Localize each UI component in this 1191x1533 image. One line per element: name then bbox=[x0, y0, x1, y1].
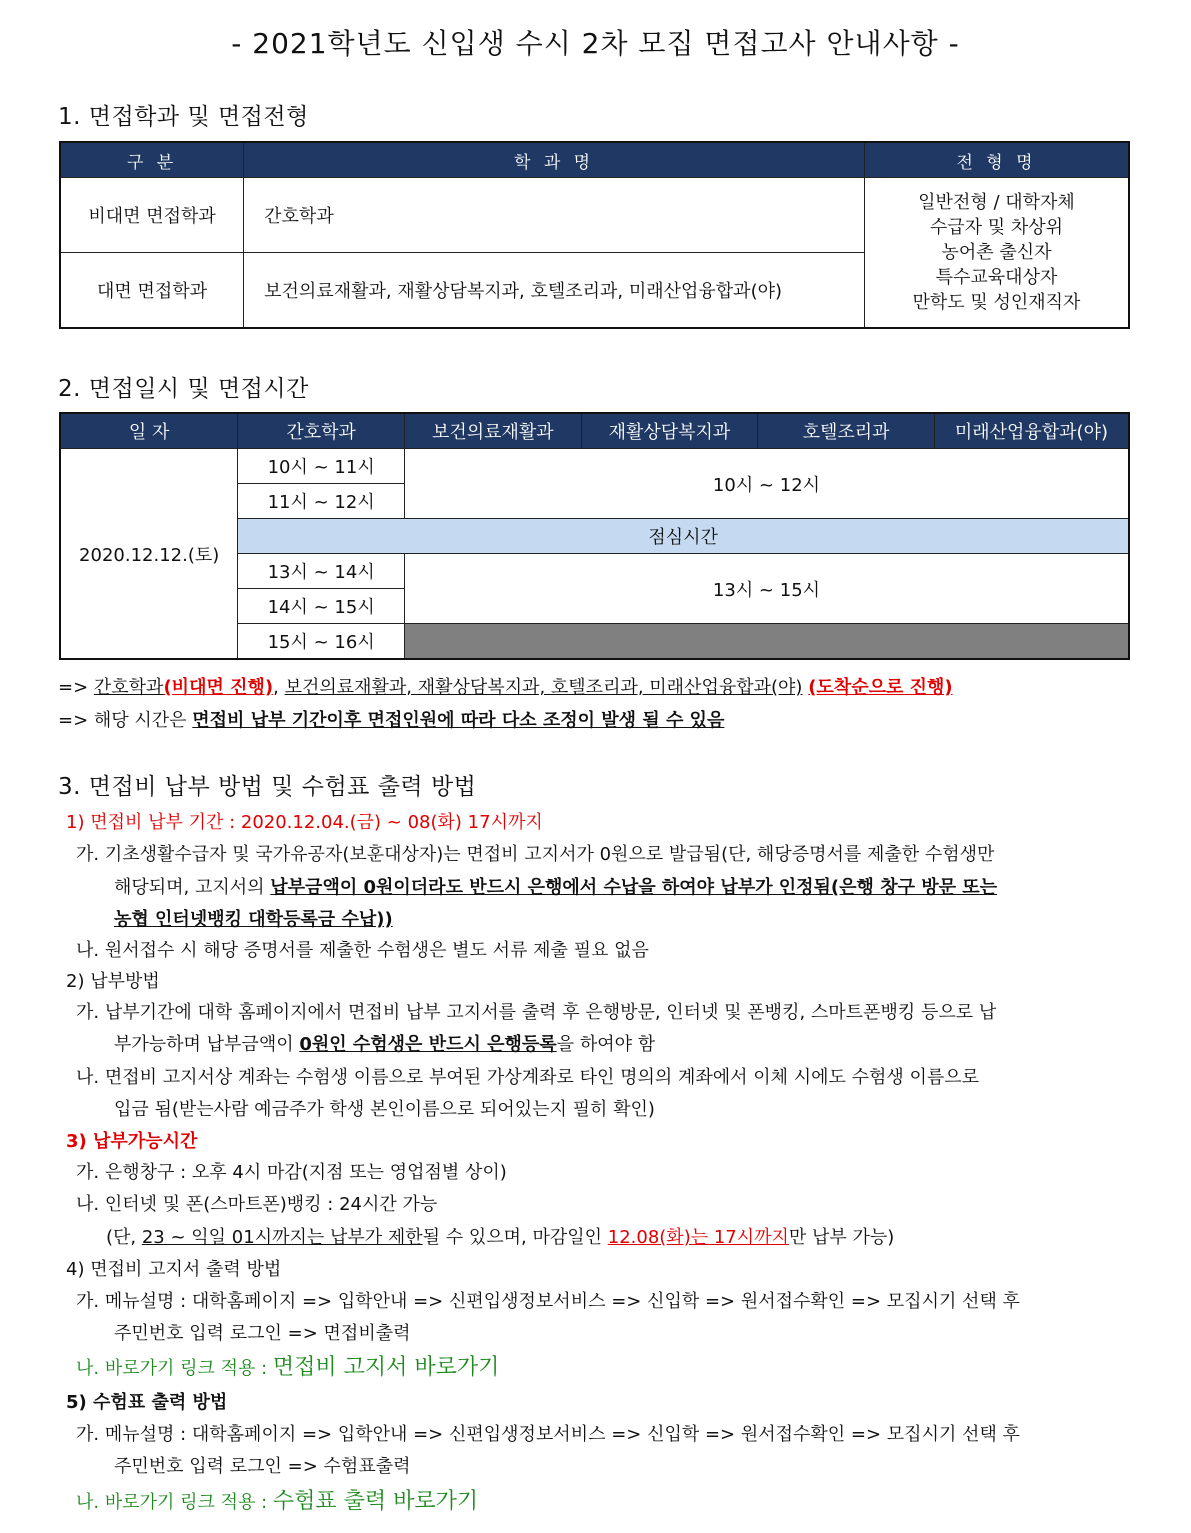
ticket-menu-1: 가. 메뉴설명 : 대학홈페이지 => 입학안내 => 신편입생정보서비스 => 신입학 => 원서접수확인 => 모집시기 선택 후 bbox=[76, 1424, 1020, 1445]
track-item: 농어촌 출신자 bbox=[941, 242, 1052, 263]
invoice-shortcut bbox=[76, 1350, 499, 1381]
text-segment: 을 하여야 함 bbox=[556, 1034, 656, 1055]
note-arrival-order: (도착순으로 진행) bbox=[808, 677, 953, 698]
note-emphasis: 면접비 납부 기간이후 면접인원에 따라 다소 조정이 발생 될 수 있음 bbox=[192, 710, 725, 731]
ticket-menu-2: 주민번호 입력 로그인 => 수험표출력 bbox=[114, 1456, 411, 1477]
lunch-break: 점심시간 bbox=[238, 519, 1129, 554]
header-hotel-culinary: 호텔조리과 bbox=[758, 413, 935, 449]
invoice-shortcut-link[interactable]: 면접비 고지서 바로가기 bbox=[272, 1355, 500, 1380]
invoice-menu-1: 가. 메뉴설명 : 대학홈페이지 => 입학안내 => 신편입생정보서비스 => 신입학 => 원서접수확인 => 모집시기 선택 후 bbox=[76, 1291, 1020, 1312]
header-dept: 학 과 명 bbox=[244, 142, 865, 178]
restricted-hours: 23 ~ 익일 01시까지는 납부가 제한 bbox=[141, 1227, 423, 1248]
text-segment: 될 수 있으며, 마감일인 bbox=[422, 1227, 608, 1248]
header-future-industry: 미래산업융합과(야) bbox=[934, 413, 1129, 449]
emphasis-segment: 0원인 수험생은 반드시 은행등록 bbox=[299, 1034, 557, 1055]
schedule-note-2 bbox=[58, 706, 724, 732]
emphasis-segment: 납부금액이 0원이더라도 반드시 은행에서 수납을 하여야 납부가 인정됨(은행 창구 방문 또는 bbox=[270, 877, 998, 898]
schedule-note-1 bbox=[58, 673, 953, 699]
track-item: 특수교육대상자 bbox=[935, 267, 1058, 288]
note-nursing: 간호학과 bbox=[93, 677, 164, 698]
payment-method-heading: 2) 납부방법 bbox=[66, 971, 160, 992]
payment-note-ga-3: 농협 인터넷뱅킹 대학등록금 수납)) bbox=[114, 909, 393, 930]
ticket-shortcut bbox=[76, 1484, 478, 1515]
payment-hours-heading: 3) 납부가능시간 bbox=[66, 1131, 198, 1152]
shortcut-label: 나. 바로가기 링크 적용 : bbox=[76, 1358, 273, 1379]
payment-method-na-2: 입금 됨(받는사람 예금주가 학생 본인이름으로 되어있는지 필히 확인) bbox=[114, 1099, 655, 1120]
section3-heading: 3. 면접비 납부 방법 및 수험표 출력 방법 bbox=[58, 774, 477, 800]
payment-note-na: 나. 원서접수 시 해당 증명서를 제출한 수험생은 별도 서류 제출 필요 없음 bbox=[76, 940, 649, 961]
payment-hours-bank: 가. 은행창구 : 오후 4시 마감(지점 또는 영업점별 상이) bbox=[76, 1162, 507, 1183]
note-arrow: => bbox=[58, 677, 94, 698]
interview-date: 2020.12.12.(토) bbox=[60, 449, 238, 660]
note-nonface: (비대면 진행) bbox=[163, 677, 274, 698]
row-dept: 보건의료재활과, 재활상담복지과, 호텔조리과, 미래산업융합과(야) bbox=[244, 253, 865, 329]
note-other-depts: 보건의료재활과, 재활상담복지과, 호텔조리과, 미래산업융합과(야) bbox=[284, 677, 803, 698]
text-segment: 만 납부 가능) bbox=[788, 1227, 895, 1248]
payment-note-ga-1: 가. 기초생활수급자 및 국가유공자(보훈대상자)는 면접비 고지서가 0원으로 발급됨(단, 해당증명서를 제출한 수험생만 bbox=[76, 844, 995, 865]
track-item: 수급자 및 차상위 bbox=[929, 217, 1064, 238]
nursing-slot: 15시 ~ 16시 bbox=[238, 624, 405, 660]
row-dept: 간호학과 bbox=[244, 178, 865, 253]
row-type: 비대면 면접학과 bbox=[60, 178, 244, 253]
header-nursing: 간호학과 bbox=[238, 413, 405, 449]
shortcut-label: 나. 바로가기 링크 적용 : bbox=[76, 1492, 273, 1513]
other-depts-pm: 13시 ~ 15시 bbox=[404, 554, 1129, 624]
header-date: 일 자 bbox=[60, 413, 238, 449]
track-list bbox=[864, 178, 1129, 329]
text-segment: (단, bbox=[106, 1227, 142, 1248]
section1-heading: 1. 면접학과 및 면접전형 bbox=[58, 104, 309, 130]
note-comma: , bbox=[273, 677, 279, 698]
payment-hours-note bbox=[106, 1223, 894, 1249]
track-item: 일반전형 / 대학자체 bbox=[918, 192, 1075, 213]
invoice-menu-2: 주민번호 입력 로그인 => 면접비출력 bbox=[114, 1323, 411, 1344]
ticket-shortcut-link[interactable]: 수험표 출력 바로가기 bbox=[272, 1489, 479, 1514]
text-segment: 해당되며, 고지서의 bbox=[114, 877, 271, 898]
nursing-slot: 10시 ~ 11시 bbox=[238, 449, 405, 484]
header-category: 구 분 bbox=[60, 142, 244, 178]
payment-hours-online: 나. 인터넷 및 폰(스마트폰)뱅킹 : 24시간 가능 bbox=[76, 1194, 438, 1215]
deadline-time: 12.08(화)는 17시까지 bbox=[607, 1227, 789, 1248]
nursing-slot: 11시 ~ 12시 bbox=[238, 484, 405, 519]
header-rehab-welfare: 재활상담복지과 bbox=[581, 413, 758, 449]
invoice-print-heading: 4) 면접비 고지서 출력 방법 bbox=[66, 1259, 282, 1280]
payment-method-ga-2 bbox=[114, 1030, 655, 1056]
payment-method-na-1: 나. 면접비 고지서상 계좌는 수험생 이름으로 부여된 가상계좌로 타인 명의의 계좌에서 이체 시에도 수험생 이름으로 bbox=[76, 1067, 980, 1088]
other-depts-am: 10시 ~ 12시 bbox=[404, 449, 1129, 519]
payment-method-ga-1: 가. 납부기간에 대학 홈페이지에서 면접비 납부 고지서를 출력 후 은행방문, 인터넷 및 폰뱅킹, 스마트폰뱅킹 등으로 납 bbox=[76, 1002, 997, 1023]
text-segment: 부가능하며 납부금액이 bbox=[114, 1034, 300, 1055]
track-item: 만학도 및 성인재직자 bbox=[912, 292, 1081, 313]
nursing-slot: 13시 ~ 14시 bbox=[238, 554, 405, 589]
unavailable-cell bbox=[404, 624, 1129, 660]
payment-note-ga-2 bbox=[114, 873, 997, 899]
schedule-table bbox=[59, 412, 1130, 660]
row-type: 대면 면접학과 bbox=[60, 253, 244, 329]
section2-heading: 2. 면접일시 및 면접시간 bbox=[58, 376, 309, 402]
payment-period: 1) 면접비 납부 기간 : 2020.12.04.(금) ~ 08(화) 17시까지 bbox=[66, 812, 543, 833]
ticket-print-heading: 5) 수험표 출력 방법 bbox=[66, 1392, 228, 1413]
nursing-slot: 14시 ~ 15시 bbox=[238, 589, 405, 624]
note-prefix: => 해당 시간은 bbox=[58, 710, 193, 731]
dept-track-table bbox=[59, 141, 1130, 329]
header-health-rehab: 보건의료재활과 bbox=[404, 413, 581, 449]
page-title: - 2021학년도 신입생 수시 2차 모집 면접고사 안내사항 - bbox=[231, 27, 960, 60]
header-track: 전 형 명 bbox=[864, 142, 1129, 178]
